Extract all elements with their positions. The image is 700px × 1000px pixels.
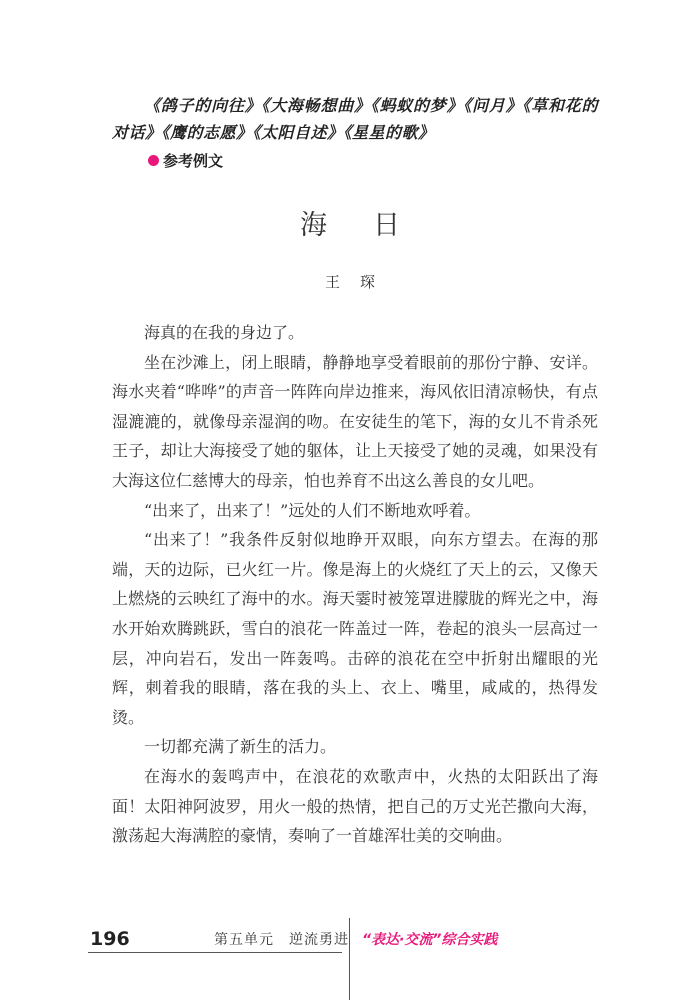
essay-author: 王琛 [324,273,395,291]
essay-paragraph: “出来了，出来了！”远处的人们不断地欢呼着。 [144,500,481,520]
essay-paragraph: “出来了！”我条件反射似地睁开双眼，向东方望去。在海的那端，天的边际，已火红一片。像是海上的火烧红了天上的云，又像天上燃烧的云映红了海中的水。海天霎时被笼罩进朦胧的辉光之中，海水开始欢腾跳跃，雪白的浪花一阵盖过一阵，卷起的浪头一层高过一层，冲向岩石，发出一阵轰鸣。击碎的浪花在空中折射出耀眼的光辉，刺着我的眼睛，落在我的头上、衣上、嘴里，咸咸的，热得发烫。 [112,530,598,727]
section-heading [148,150,223,171]
essay-title: 海日 [300,210,446,241]
essay-paragraph: 坐在沙滩上，闭上眼睛，静静地享受着眼前的那份宁静、安详。海水夹着“哗哗”的声音一阵阵向岸边推来，海风依旧清凉畅快，有点湿漉漉的，就像母亲湿润的吻。在安徒生的笔下，海的女儿不肯杀死王子，却让大海接受了她的躯体，让上天接受了她的灵魂，如果没有大海这位仁慈博大的母亲，怕也养育不出这么善良的女儿吧。 [112,352,598,490]
footer-unit-title: 第五单元 逆流勇进 [214,932,349,948]
footer-divider [349,918,350,1000]
section-heading-label: 参考例文 [163,152,224,170]
essay-paragraph: 在海水的轰鸣声中，在浪花的欢歌声中，火热的太阳跃出了海面！太阳神阿波罗，用火一般的热情，把自己的万丈光芒撒向大海，激荡起大海满腔的豪情，奏响了一首雄浑壮美的交响曲。 [112,766,598,846]
bullet-dot-icon [148,155,159,166]
page-number: 196 [90,928,130,950]
footer-rule [88,952,342,953]
essay-paragraph: 一切都充满了新生的活力。 [144,737,337,757]
essay-paragraph: 海真的在我的身边了。 [144,323,305,342]
footer-section-title: “表达·交流”综合实践 [362,932,498,948]
intro-title-list: 《鸽子的向往》《大海畅想曲》《蚂蚁的梦》《问月》《草和花的对话》《鹰的志愿》《太阳自述》《星星的歌》 [112,96,598,142]
essay-body [112,318,598,851]
